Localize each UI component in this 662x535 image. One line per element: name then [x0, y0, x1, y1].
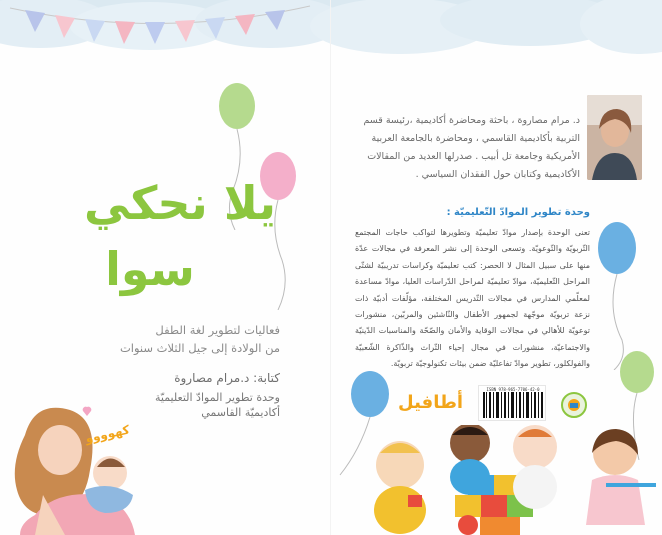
- isbn-number: ISBN 978-965-7706-42-0: [486, 387, 540, 392]
- subtitle-line2: من الولادة إلى جيل الثلاث سنوات: [119, 340, 280, 355]
- author-name: كتابة: د.مرام مصاروة: [174, 371, 280, 385]
- subtitle-line1: فعاليات لتطوير لغة الطفل: [155, 323, 280, 337]
- unit-title: وحدة تطوير الموادّ التّعليميّة :: [446, 207, 590, 218]
- unit-description: تعنى الوحدة بإصدار موادّ تعليميّة وتطويرها لتواكب حاجات المجتمع التّربويّة والتّوعويّة. وتسعى الوحدة إلى نشر المعرفة في مجالات عدّة منها على سبيل المثال لا الحصر: كتب تعليميّة وكراسات تدريبيّة لشتّى المراحل التّعليميّة، موادّ تعليميّة لمراحل الدّراسات العليا، موادّ مساعدة لمعلّمي المدارس في مجالات التّدريس المختلفة، مؤلّفات أدبيّة ذات نزعة تربويّة موجّهة لجمهور الأطفال والنّاشئين والمربّين، منشورات توعويّة للأهالي في مجالات الوقاية والأمان والصّحّة والمناسبات الدّينيّة والاجتماعيّة، منشورات في مجال إحياء التّراث والذّاكرة الشّعبيّة والفولكلور، تطوير موادّ تفاعليّة ضمن بيئات تكنولوجيّة تربويّة.: [355, 228, 590, 369]
- publisher-unit: وحدة تطوير الموادّ التعليميّة: [154, 390, 280, 404]
- author-bio: د. مرام مصاروة ، باحثة ومحاضرة أكاديمية ،رئيسة قسم التربية بأكاديمية القاسمي ، ومحاضرة بالجامعة العربية الأمريكية وجامعة تل أبيب . صدرلها العديد من المقالات الأكاديمية وكتابان حول الفقدان السياسي .: [363, 115, 580, 181]
- barcode-icon: [478, 385, 546, 421]
- heart-icon: [83, 407, 92, 416]
- book-title-line2: سوا: [105, 242, 195, 296]
- book-subtitle: [100, 322, 280, 358]
- mother-baby-illustration: [5, 395, 150, 535]
- book-title-line1: يلا نحكي: [84, 176, 276, 230]
- author-photo: [587, 95, 642, 180]
- balloon-icon: [256, 150, 301, 310]
- publisher-logo: أطافيل: [398, 392, 464, 413]
- balloon-icon: [592, 220, 642, 370]
- academy-logo-icon: [561, 392, 587, 418]
- sound-effect-text: كهوووو: [84, 422, 131, 446]
- publisher-academy: أكاديميّة القاسمي: [201, 406, 280, 420]
- bunting-icon: [0, 0, 320, 50]
- children-playing-illustration: [360, 425, 662, 535]
